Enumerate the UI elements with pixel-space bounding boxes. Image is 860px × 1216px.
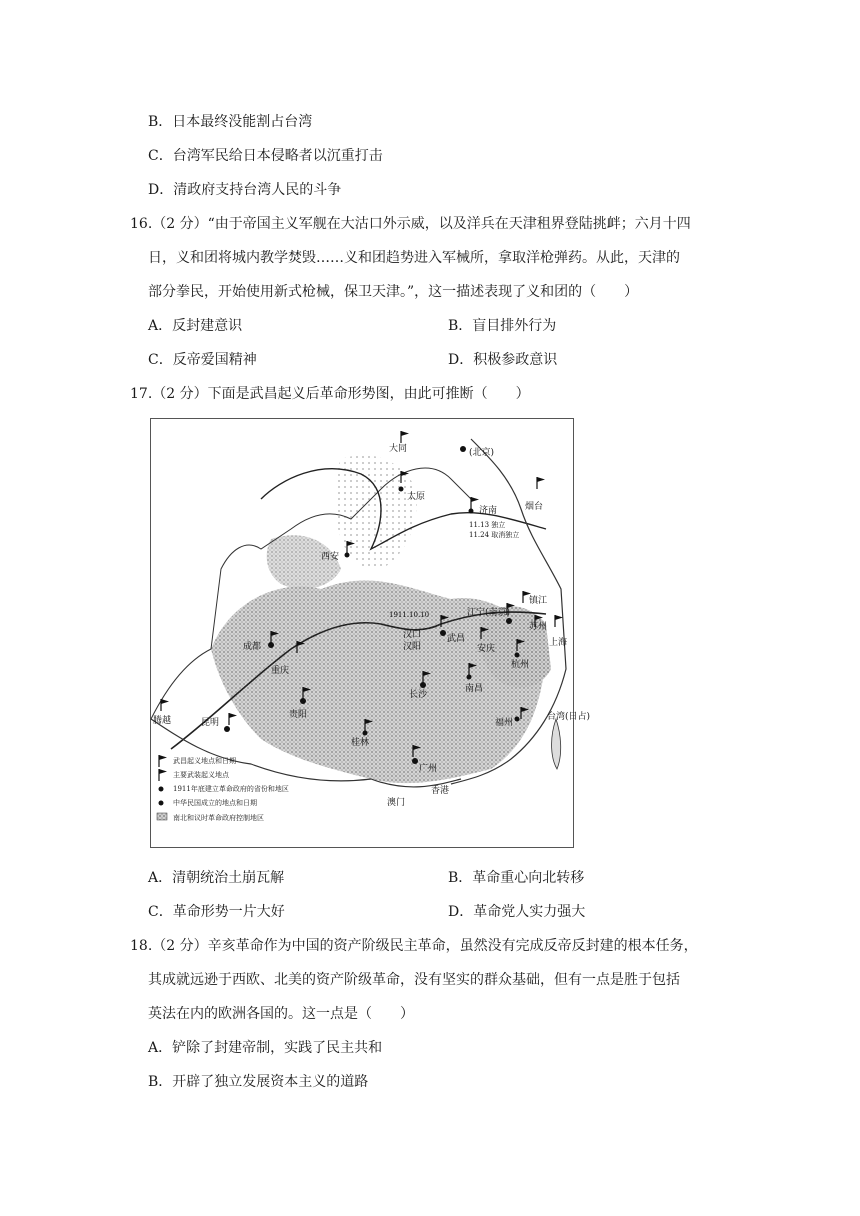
city-beijing bbox=[460, 446, 494, 458]
q18-option-a: A．铲除了封建帝制，实践了民主共和 bbox=[148, 1040, 383, 1056]
legend-item-wuchang bbox=[159, 755, 236, 767]
city-tengyue bbox=[153, 699, 171, 726]
svg-text:桂林: 桂林 bbox=[351, 738, 370, 748]
city-taiwan bbox=[547, 710, 590, 722]
svg-text:上海: 上海 bbox=[549, 638, 568, 648]
legend-item-uprising bbox=[159, 769, 230, 781]
svg-text:中华民国成立的地点和日期: 中华民国成立的地点和日期 bbox=[173, 799, 257, 807]
svg-text:(北京): (北京) bbox=[469, 448, 495, 458]
taiwan-island bbox=[552, 719, 561, 769]
legend-item-controlled-area bbox=[157, 813, 264, 822]
svg-text:广州: 广州 bbox=[419, 764, 438, 774]
city-yantai bbox=[525, 477, 545, 512]
svg-text:成都: 成都 bbox=[243, 642, 262, 652]
q17-option-b: B．革命重心向北转移 bbox=[448, 870, 585, 886]
city-shanghai bbox=[549, 615, 567, 648]
svg-text:11.13 独立: 11.13 独立 bbox=[469, 521, 506, 529]
revolution-situation-map bbox=[150, 418, 591, 848]
svg-text:重庆: 重庆 bbox=[271, 666, 290, 676]
map-drawing bbox=[151, 419, 591, 847]
svg-text:南昌: 南昌 bbox=[465, 684, 484, 694]
q16-option-d: D．积极参政意识 bbox=[448, 352, 558, 368]
svg-text:澳门: 澳门 bbox=[387, 798, 406, 808]
city-hongkong bbox=[431, 784, 449, 796]
q18-stem-line3: 英法在内的欧洲各国的。这一点是（ ） bbox=[148, 1006, 414, 1022]
svg-text:汉阳: 汉阳 bbox=[403, 642, 422, 652]
svg-text:汉口: 汉口 bbox=[403, 630, 422, 640]
map-legend bbox=[157, 755, 289, 822]
shaded-region-northwest bbox=[267, 535, 341, 589]
svg-text:1911年底建立革命政府的省份和地区: 1911年底建立革命政府的省份和地区 bbox=[173, 785, 289, 793]
legend-item-provinces bbox=[159, 784, 289, 793]
q18-stem-line2: 其成就远逊于西欧、北美的资产阶级革命，没有坚实的群众基础，但有一点是胜于包括 bbox=[148, 972, 680, 988]
legend-item-republic bbox=[159, 798, 258, 807]
q16-stem-line2: 日，义和团将城内教学焚毁……义和团趋势进入军械所，拿取洋枪弹药。从此，天津的 bbox=[148, 250, 680, 266]
svg-text:武昌起义地点和日期: 武昌起义地点和日期 bbox=[173, 757, 236, 765]
q16-option-a: A．反封建意识 bbox=[148, 318, 243, 334]
q15-option-c: C．台湾军民给日本侵略者以沉重打击 bbox=[148, 148, 383, 164]
svg-text:太原: 太原 bbox=[407, 492, 426, 502]
q17-option-d: D．革命党人实力强大 bbox=[448, 904, 586, 920]
city-datong bbox=[389, 431, 409, 454]
city-jinan bbox=[469, 497, 520, 539]
svg-text:大同: 大同 bbox=[389, 444, 408, 454]
svg-text:南北和议时革命政府控制地区: 南北和议时革命政府控制地区 bbox=[173, 814, 264, 822]
svg-text:主要武装起义地点: 主要武装起义地点 bbox=[173, 771, 229, 779]
svg-text:安庆: 安庆 bbox=[477, 644, 496, 654]
q18-option-b: B．开辟了独立发展资本主义的道路 bbox=[148, 1074, 369, 1090]
svg-text:济南: 济南 bbox=[479, 506, 498, 516]
svg-text:腾越: 腾越 bbox=[153, 716, 172, 726]
q16-stem-line3: 部分拳民，开始使用新式枪械，保卫天津。”，这一描述表现了义和团的（ ） bbox=[148, 284, 639, 300]
svg-text:福州: 福州 bbox=[495, 718, 514, 728]
q15-option-b: B．日本最终没能割占台湾 bbox=[148, 114, 313, 130]
svg-text:台湾(日占): 台湾(日占) bbox=[547, 712, 591, 722]
svg-text:杭州: 杭州 bbox=[511, 660, 530, 670]
svg-text:11.24 取消独立: 11.24 取消独立 bbox=[469, 531, 520, 539]
q17-stem: 17.（2 分）下面是武昌起义后革命形势图，由此可推断（ ） bbox=[130, 386, 530, 402]
city-kunming bbox=[201, 713, 237, 732]
svg-text:武昌: 武昌 bbox=[447, 634, 466, 644]
q18-stem-line1: 18.（2 分）辛亥革命作为中国的资产阶级民主革命，虽然没有完成反帝反封建的根本任务， bbox=[130, 938, 698, 954]
q15-option-d: D．清政府支持台湾人民的斗争 bbox=[148, 182, 342, 198]
svg-text:昆明: 昆明 bbox=[201, 718, 220, 728]
city-macau bbox=[387, 796, 405, 808]
city-zhenjiang bbox=[523, 591, 547, 606]
q16-option-b: B．盲目排外行为 bbox=[448, 318, 557, 334]
svg-text:江宁(南京): 江宁(南京) bbox=[467, 608, 511, 618]
svg-text:贵阳: 贵阳 bbox=[289, 710, 308, 720]
svg-text:长沙: 长沙 bbox=[409, 690, 428, 700]
q17-option-c: C．革命形势一片大好 bbox=[148, 904, 285, 920]
q16-option-c: C．反帝爱国精神 bbox=[148, 352, 257, 368]
svg-text:烟台: 烟台 bbox=[525, 502, 544, 512]
q17-option-a: A．清朝统治土崩瓦解 bbox=[148, 870, 285, 886]
svg-text:西安: 西安 bbox=[321, 552, 340, 562]
q16-stem-line1: 16.（2 分）“由于帝国主义军舰在大沽口外示威，以及洋兵在天津租界登陆挑衅；六月十四 bbox=[130, 216, 691, 232]
svg-text:1911.10.10: 1911.10.10 bbox=[389, 611, 430, 619]
svg-text:苏州: 苏州 bbox=[529, 622, 548, 632]
svg-text:香港: 香港 bbox=[431, 786, 450, 796]
svg-text:镇江: 镇江 bbox=[529, 596, 548, 606]
